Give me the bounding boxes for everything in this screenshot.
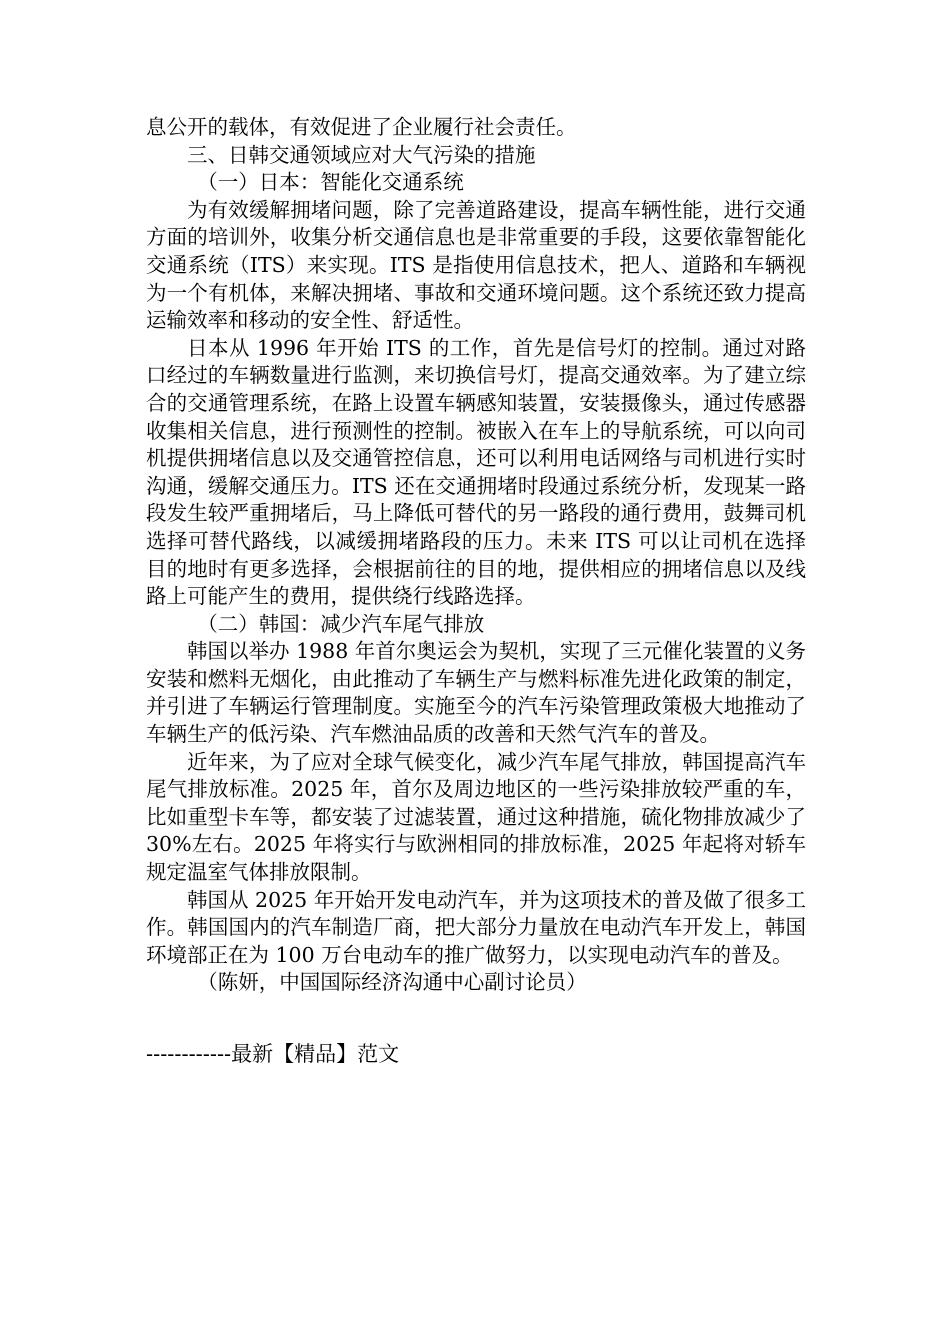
- japan-paragraph-1: 为有效缓解拥堵问题，除了完善道路建设，提高车辆性能，进行交通方面的培训外，收集分析交通信息也是非常重要的手段，这要依靠智能化交通系统（ITS）来实现。ITS 是指使用信息技术，把人、道路和车辆视为一个有机体，来解决拥堵、事故和交通环境问题。这个系统还致力提高运输效率和移动的安全性、舒适性。: [146, 197, 806, 333]
- footer-banner: ------------最新【精品】范文: [146, 1042, 400, 1066]
- intro-tail-paragraph: 息公开的载体，有效促进了企业履行社会责任。: [146, 115, 577, 139]
- korea-heading: （二）韩国：减少汽车尾气排放: [197, 611, 485, 636]
- korea-paragraph-2: 近年来，为了应对全球气候变化，减少汽车尾气排放，韩国提高汽车尾气排放标准。2025 年，首尔及周边地区的一些污染排放较严重的车，比如重型卡车等，都安装了过滤装置，通过这种措施，硫化物排放减少了 30%左右。2025 年将实行与欧洲相同的排放标准，2025 年起将对轿车规定温室气体排放限制。: [146, 749, 806, 885]
- japan-paragraph-2: 日本从 1996 年开始 ITS 的工作，首先是信号灯的控制。通过对路口经过的车辆数量进行监测，来切换信号灯，提高交通效率。为了建立综合的交通管理系统，在路上设置车辆感知装置，安装摄像头，通过传感器收集相关信息，进行预测性的控制。被嵌入在车上的导航系统，可以向司机提供拥堵信息以及交通管控信息，还可以利用电话网络与司机进行实时沟通，缓解交通压力。ITS 还在交通拥堵时段通过系统分析，发现某一路段发生较严重拥堵后，马上降低可替代的另一路段的通行费用，鼓舞司机选择可替代路线，以减缓拥堵路段的压力。未来 ITS 可以让司机在选择目的地时有更多选择，会根据前往的目的地，提供相应的拥堵信息以及线路上可能产生的费用，提供绕行线路选择。: [146, 335, 806, 609]
- section-heading: 三、日韩交通领域应对大气污染的措施: [187, 142, 536, 167]
- korea-paragraph-3: 韩国从 2025 年开始开发电动汽车，并为这项技术的普及做了很多工作。韩国国内的汽车制造厂商，把大部分力量放在电动汽车开发上，韩国环境部正在为 100 万台电动车的推广做努力，以实现电动汽车的普及。: [146, 887, 806, 967]
- document-body: [146, 114, 806, 997]
- korea-paragraph-1: 韩国以举办 1988 年首尔奥运会为契机，实现了三元催化装置的义务安装和燃料无烟化，由此推动了车辆生产与燃料标准先进化政策的制定，并引进了车辆运行管理制度。实施至今的汽车污染管理政策极大地推动了车辆生产的低污染、汽车燃油品质的改善和天然气汽车的普及。: [146, 639, 806, 747]
- japan-heading: （一）日本：智能化交通系统: [197, 170, 464, 195]
- author-signature: （陈妍，中国国际经济沟通中心副讨论员）: [197, 970, 587, 995]
